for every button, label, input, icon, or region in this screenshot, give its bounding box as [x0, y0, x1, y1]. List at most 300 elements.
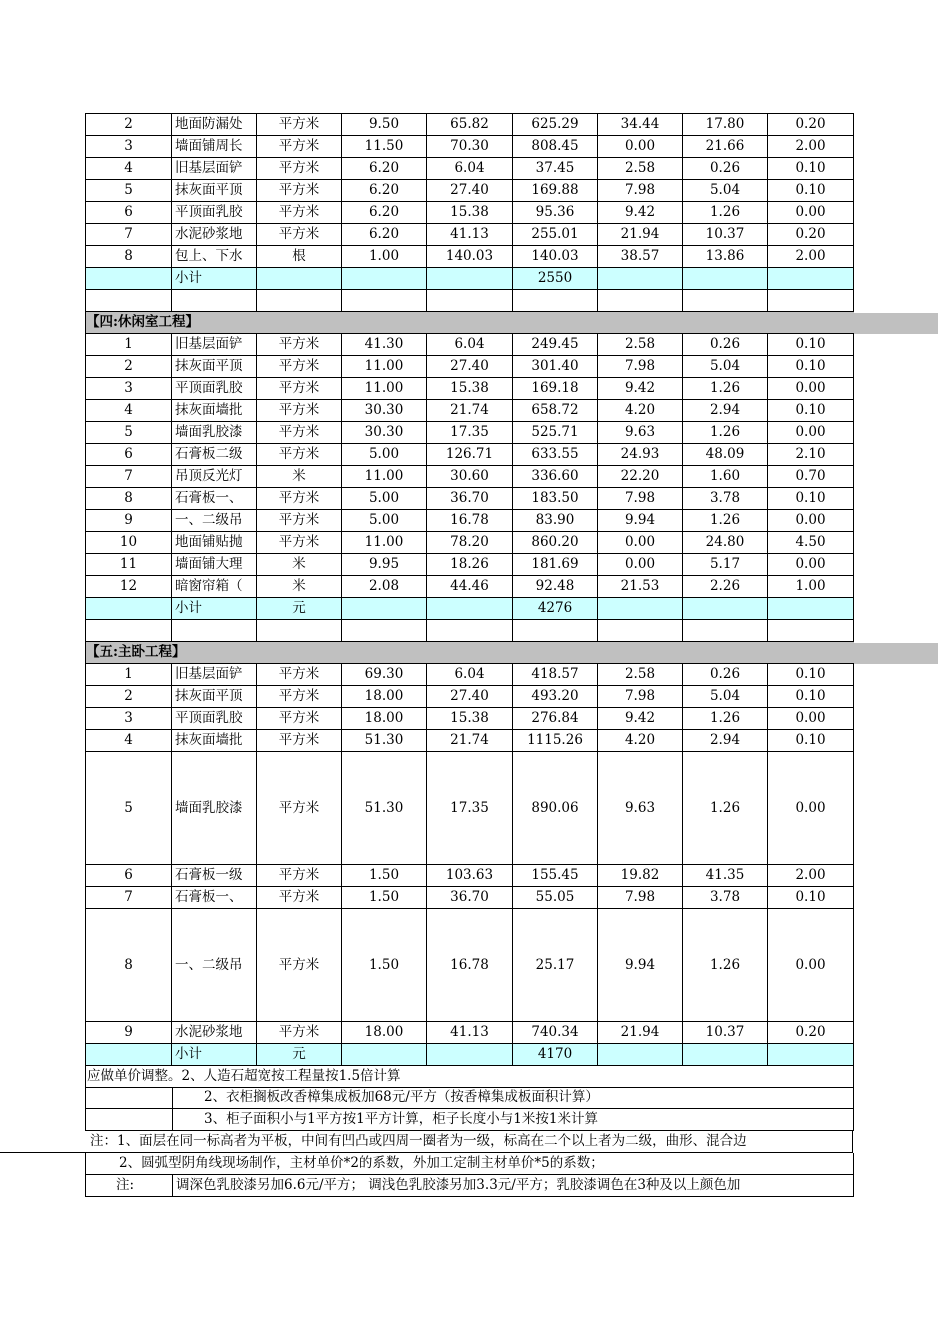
unit: 平方米	[257, 865, 342, 887]
aux-cost: 0.70	[768, 466, 854, 488]
note-row-1	[85, 1065, 854, 1088]
table-row	[86, 488, 854, 510]
empty-cell	[768, 290, 854, 312]
unit-price: 15.38	[427, 378, 513, 400]
empty-cell	[768, 598, 854, 620]
aux-cost: 2.00	[768, 246, 854, 268]
row-index: 7	[86, 224, 172, 246]
row-index: 6	[86, 865, 172, 887]
table-row	[86, 422, 854, 444]
row-index: 3	[86, 378, 172, 400]
amount: 140.03	[513, 246, 598, 268]
subtotal-label: 小计	[172, 268, 257, 290]
row-index: 6	[86, 444, 172, 466]
material-cost: 38.57	[598, 246, 683, 268]
subtotal-unit: 元	[257, 598, 342, 620]
table-row	[86, 1022, 854, 1044]
item-name: 平顶面乳胶	[172, 378, 257, 400]
unit-price: 140.03	[427, 246, 513, 268]
material-cost: 0.00	[598, 532, 683, 554]
labor-cost: 2.94	[683, 730, 768, 752]
amount: 92.48	[513, 576, 598, 598]
unit-price: 15.38	[427, 202, 513, 224]
quantity: 11.00	[342, 532, 427, 554]
empty-cell	[598, 290, 683, 312]
row-index: 8	[86, 909, 172, 1022]
unit-price: 103.63	[427, 865, 513, 887]
row-index: 5	[86, 752, 172, 865]
section-title: 【四:休闲室工程】	[86, 312, 854, 334]
labor-cost: 1.26	[683, 909, 768, 1022]
unit-price: 17.35	[427, 752, 513, 865]
aux-cost: 0.10	[768, 400, 854, 422]
quantity: 11.50	[342, 136, 427, 158]
note-line-3: 3、柜子面积小与1平方按1平方计算，柜子长度小与1米按1米计算	[204, 1111, 598, 1127]
item-name: 暗窗帘箱（	[172, 576, 257, 598]
material-cost: 7.98	[598, 356, 683, 378]
quantity: 5.00	[342, 488, 427, 510]
empty-cell	[342, 598, 427, 620]
material-cost: 22.20	[598, 466, 683, 488]
item-name: 一、二级吊	[172, 510, 257, 532]
amount: 301.40	[513, 356, 598, 378]
empty-cell	[172, 290, 257, 312]
aux-cost: 0.10	[768, 664, 854, 686]
quantity: 69.30	[342, 664, 427, 686]
quantity: 1.00	[342, 246, 427, 268]
empty-cell	[257, 290, 342, 312]
material-cost: 4.20	[598, 730, 683, 752]
material-cost: 4.20	[598, 400, 683, 422]
labor-cost: 1.60	[683, 466, 768, 488]
labor-cost: 1.26	[683, 510, 768, 532]
material-cost: 7.98	[598, 488, 683, 510]
labor-cost: 13.86	[683, 246, 768, 268]
unit-price: 30.60	[427, 466, 513, 488]
empty-cell	[427, 598, 513, 620]
subtotal-label: 小计	[172, 1044, 257, 1066]
empty-cell	[427, 620, 513, 642]
labor-cost: 5.04	[683, 180, 768, 202]
quantity: 6.20	[342, 224, 427, 246]
material-cost: 0.00	[598, 554, 683, 576]
material-cost: 21.53	[598, 576, 683, 598]
amount: 25.17	[513, 909, 598, 1022]
table-row	[86, 730, 854, 752]
blank-row	[86, 290, 854, 312]
amount: 255.01	[513, 224, 598, 246]
table-row	[86, 136, 854, 158]
amount: 493.20	[513, 686, 598, 708]
amount: 83.90	[513, 510, 598, 532]
empty-cell	[342, 290, 427, 312]
labor-cost: 48.09	[683, 444, 768, 466]
material-cost: 21.94	[598, 1022, 683, 1044]
aux-cost: 0.00	[768, 422, 854, 444]
empty-cell	[86, 1044, 172, 1066]
aux-cost: 0.00	[768, 909, 854, 1022]
empty-cell	[513, 620, 598, 642]
quantity: 11.00	[342, 378, 427, 400]
row-index: 2	[86, 356, 172, 378]
subtotal-label: 小计	[172, 598, 257, 620]
labor-cost: 0.26	[683, 664, 768, 686]
aux-cost: 0.20	[768, 224, 854, 246]
empty-cell	[598, 1044, 683, 1066]
amount: 740.34	[513, 1022, 598, 1044]
row-index: 8	[86, 488, 172, 510]
empty-cell	[598, 268, 683, 290]
item-name: 石膏板二级	[172, 444, 257, 466]
note-line-6: 调深色乳胶漆另加6.6元/平方； 调浅色乳胶漆另加3.3元/平方；乳胶漆调色在3种及以上颜色加	[176, 1177, 741, 1193]
item-name: 墙面铺大理	[172, 554, 257, 576]
table-row	[86, 887, 854, 909]
unit: 平方米	[257, 708, 342, 730]
table-row	[86, 356, 854, 378]
unit-price: 44.46	[427, 576, 513, 598]
labor-cost: 5.17	[683, 554, 768, 576]
labor-cost: 41.35	[683, 865, 768, 887]
unit: 米	[257, 554, 342, 576]
unit: 平方米	[257, 334, 342, 356]
labor-cost: 1.26	[683, 378, 768, 400]
material-cost: 34.44	[598, 114, 683, 136]
section-title: 【五:主卧工程】	[86, 642, 854, 664]
unit-price: 70.30	[427, 136, 513, 158]
empty-cell	[768, 620, 854, 642]
item-name: 墙面乳胶漆	[172, 752, 257, 865]
item-name: 平顶面乳胶	[172, 708, 257, 730]
item-name: 石膏板一级	[172, 865, 257, 887]
table-row	[86, 576, 854, 598]
section-header-row	[86, 642, 854, 664]
item-name: 水泥砂浆地	[172, 224, 257, 246]
quantity: 5.00	[342, 444, 427, 466]
quantity: 6.20	[342, 202, 427, 224]
empty-cell	[427, 1044, 513, 1066]
aux-cost: 1.00	[768, 576, 854, 598]
table-row	[86, 114, 854, 136]
amount: 808.45	[513, 136, 598, 158]
unit-price: 6.04	[427, 334, 513, 356]
amount: 155.45	[513, 865, 598, 887]
unit: 平方米	[257, 752, 342, 865]
material-cost: 9.42	[598, 708, 683, 730]
unit-price: 18.26	[427, 554, 513, 576]
amount: 418.57	[513, 664, 598, 686]
labor-cost: 3.78	[683, 887, 768, 909]
unit: 平方米	[257, 136, 342, 158]
labor-cost: 2.26	[683, 576, 768, 598]
row-index: 4	[86, 158, 172, 180]
table-row	[86, 180, 854, 202]
unit: 平方米	[257, 488, 342, 510]
quantity: 6.20	[342, 180, 427, 202]
unit-price: 16.78	[427, 510, 513, 532]
empty-cell	[342, 620, 427, 642]
empty-cell	[598, 598, 683, 620]
note-line-4: 注：1、面层在同一标高者为平板，中间有凹凸或四周一圈者为一级，标高在二个以上者为二级，曲形、混合边	[90, 1133, 747, 1149]
amount: 95.36	[513, 202, 598, 224]
quantity: 11.00	[342, 356, 427, 378]
labor-cost: 5.04	[683, 686, 768, 708]
material-cost: 7.98	[598, 887, 683, 909]
unit: 平方米	[257, 224, 342, 246]
empty-cell	[768, 1044, 854, 1066]
aux-cost: 4.50	[768, 532, 854, 554]
item-name: 抹灰面墙批	[172, 400, 257, 422]
note-line-5: 2、圆弧型阴角线现场制作，主材单价*2的系数，外加工定制主材单价*5的系数；	[119, 1155, 604, 1171]
aux-cost: 0.00	[768, 752, 854, 865]
note-line-2: 2、衣柜搁板改香樟集成板加68元/平方（按香樟集成板面积计算）	[204, 1089, 599, 1105]
quantity: 18.00	[342, 708, 427, 730]
aux-cost: 0.10	[768, 488, 854, 510]
item-name: 旧基层面铲	[172, 664, 257, 686]
table-row	[86, 664, 854, 686]
aux-cost: 0.10	[768, 887, 854, 909]
quantity: 9.95	[342, 554, 427, 576]
row-index: 2	[86, 114, 172, 136]
unit: 平方米	[257, 202, 342, 224]
table-row	[86, 909, 854, 1022]
note-line-6-label: 注:	[116, 1177, 135, 1193]
row-index: 7	[86, 466, 172, 488]
aux-cost: 0.10	[768, 180, 854, 202]
row-index: 7	[86, 887, 172, 909]
unit-price: 27.40	[427, 686, 513, 708]
quantity: 9.50	[342, 114, 427, 136]
labor-cost: 10.37	[683, 1022, 768, 1044]
item-name: 抹灰面墙批	[172, 730, 257, 752]
empty-cell	[768, 268, 854, 290]
unit: 平方米	[257, 909, 342, 1022]
item-name: 包上、下水	[172, 246, 257, 268]
unit-price: 27.40	[427, 356, 513, 378]
row-index: 12	[86, 576, 172, 598]
row-index: 5	[86, 180, 172, 202]
unit: 平方米	[257, 400, 342, 422]
quantity: 1.50	[342, 887, 427, 909]
amount: 625.29	[513, 114, 598, 136]
unit: 平方米	[257, 510, 342, 532]
table-row	[86, 246, 854, 268]
labor-cost: 2.94	[683, 400, 768, 422]
item-name: 平顶面乳胶	[172, 202, 257, 224]
aux-cost: 0.10	[768, 730, 854, 752]
item-name: 石膏板一、	[172, 887, 257, 909]
table-row	[86, 334, 854, 356]
unit: 平方米	[257, 422, 342, 444]
unit-price: 41.13	[427, 1022, 513, 1044]
labor-cost: 5.04	[683, 356, 768, 378]
quantity: 30.30	[342, 400, 427, 422]
note-row-2	[85, 1087, 854, 1109]
row-index: 2	[86, 686, 172, 708]
empty-cell	[86, 620, 172, 642]
quantity: 5.00	[342, 510, 427, 532]
item-name: 水泥砂浆地	[172, 1022, 257, 1044]
material-cost: 7.98	[598, 180, 683, 202]
amount: 183.50	[513, 488, 598, 510]
section-bar-extension	[854, 313, 939, 334]
empty-cell	[257, 620, 342, 642]
unit-price: 21.74	[427, 400, 513, 422]
row-index: 3	[86, 708, 172, 730]
blank-row	[86, 620, 854, 642]
unit: 平方米	[257, 730, 342, 752]
labor-cost: 17.80	[683, 114, 768, 136]
material-cost: 2.58	[598, 664, 683, 686]
item-name: 抹灰面平顶	[172, 686, 257, 708]
material-cost: 0.00	[598, 136, 683, 158]
amount: 633.55	[513, 444, 598, 466]
labor-cost: 0.26	[683, 158, 768, 180]
empty-cell	[427, 290, 513, 312]
item-name: 墙面铺周长	[172, 136, 257, 158]
unit-price: 21.74	[427, 730, 513, 752]
material-cost: 9.94	[598, 510, 683, 532]
labor-cost: 3.78	[683, 488, 768, 510]
subtotal-value: 4170	[513, 1044, 598, 1066]
row-index: 5	[86, 422, 172, 444]
subtotal-row	[86, 598, 854, 620]
table-row	[86, 708, 854, 730]
amount: 890.06	[513, 752, 598, 865]
quantity: 1.50	[342, 909, 427, 1022]
material-cost: 19.82	[598, 865, 683, 887]
item-name: 抹灰面平顶	[172, 356, 257, 378]
subtotal-value: 4276	[513, 598, 598, 620]
table-row	[86, 532, 854, 554]
material-cost: 9.42	[598, 202, 683, 224]
note-row-5	[85, 1153, 854, 1175]
subtotal-unit	[257, 268, 342, 290]
table-row	[86, 224, 854, 246]
empty-cell	[342, 268, 427, 290]
material-cost: 9.94	[598, 909, 683, 1022]
material-cost: 7.98	[598, 686, 683, 708]
aux-cost: 0.00	[768, 378, 854, 400]
material-cost: 2.58	[598, 334, 683, 356]
aux-cost: 2.10	[768, 444, 854, 466]
empty-cell	[683, 1044, 768, 1066]
row-index: 1	[86, 664, 172, 686]
subtotal-value: 2550	[513, 268, 598, 290]
unit-price: 6.04	[427, 664, 513, 686]
item-name: 地面防漏处	[172, 114, 257, 136]
empty-cell	[342, 1044, 427, 1066]
row-index: 6	[86, 202, 172, 224]
labor-cost: 1.26	[683, 422, 768, 444]
labor-cost: 1.26	[683, 708, 768, 730]
quantity: 41.30	[342, 334, 427, 356]
note-row-6	[85, 1175, 854, 1197]
unit-price: 17.35	[427, 422, 513, 444]
item-name: 一、二级吊	[172, 909, 257, 1022]
subtotal-row	[86, 268, 854, 290]
item-name: 石膏板一、	[172, 488, 257, 510]
aux-cost: 0.20	[768, 114, 854, 136]
empty-cell	[86, 268, 172, 290]
quantity: 6.20	[342, 158, 427, 180]
unit-price: 65.82	[427, 114, 513, 136]
unit: 平方米	[257, 686, 342, 708]
unit-price: 16.78	[427, 909, 513, 1022]
aux-cost: 0.20	[768, 1022, 854, 1044]
aux-cost: 0.00	[768, 708, 854, 730]
unit-price: 41.13	[427, 224, 513, 246]
unit: 平方米	[257, 356, 342, 378]
unit: 平方米	[257, 664, 342, 686]
labor-cost: 1.26	[683, 202, 768, 224]
empty-cell	[683, 268, 768, 290]
item-name: 抹灰面平顶	[172, 180, 257, 202]
unit: 平方米	[257, 114, 342, 136]
amount: 658.72	[513, 400, 598, 422]
row-index: 4	[86, 730, 172, 752]
unit: 根	[257, 246, 342, 268]
empty-cell	[86, 598, 172, 620]
item-name: 旧基层面铲	[172, 158, 257, 180]
labor-cost: 0.26	[683, 334, 768, 356]
empty-cell	[683, 290, 768, 312]
table-row	[86, 158, 854, 180]
unit: 平方米	[257, 532, 342, 554]
material-cost: 21.94	[598, 224, 683, 246]
note-row-3	[85, 1109, 854, 1131]
amount: 181.69	[513, 554, 598, 576]
empty-cell	[427, 268, 513, 290]
quantity: 18.00	[342, 686, 427, 708]
unit: 平方米	[257, 444, 342, 466]
aux-cost: 0.00	[768, 202, 854, 224]
spreadsheet	[85, 113, 938, 1066]
table-row	[86, 202, 854, 224]
amount: 249.45	[513, 334, 598, 356]
table-row	[86, 400, 854, 422]
unit: 平方米	[257, 1022, 342, 1044]
note-line-1: 应做单价调整。2、人造石超宽按工程量按1.5倍计算	[87, 1068, 401, 1084]
quantity: 51.30	[342, 730, 427, 752]
material-cost: 24.93	[598, 444, 683, 466]
labor-cost: 24.80	[683, 532, 768, 554]
quantity: 51.30	[342, 752, 427, 865]
unit: 平方米	[257, 158, 342, 180]
unit: 平方米	[257, 378, 342, 400]
amount: 169.88	[513, 180, 598, 202]
item-name: 地面铺贴抛	[172, 532, 257, 554]
empty-cell	[598, 620, 683, 642]
empty-cell	[513, 290, 598, 312]
amount: 336.60	[513, 466, 598, 488]
table-row	[86, 466, 854, 488]
amount: 525.71	[513, 422, 598, 444]
table-row	[86, 444, 854, 466]
table-row	[86, 686, 854, 708]
aux-cost: 0.10	[768, 158, 854, 180]
table-row	[86, 510, 854, 532]
subtotal-unit: 元	[257, 1044, 342, 1066]
unit-price: 126.71	[427, 444, 513, 466]
empty-cell	[86, 290, 172, 312]
amount: 1115.26	[513, 730, 598, 752]
empty-cell	[172, 620, 257, 642]
unit-price: 78.20	[427, 532, 513, 554]
row-index: 8	[86, 246, 172, 268]
aux-cost: 0.00	[768, 554, 854, 576]
aux-cost: 2.00	[768, 136, 854, 158]
row-index: 1	[86, 334, 172, 356]
